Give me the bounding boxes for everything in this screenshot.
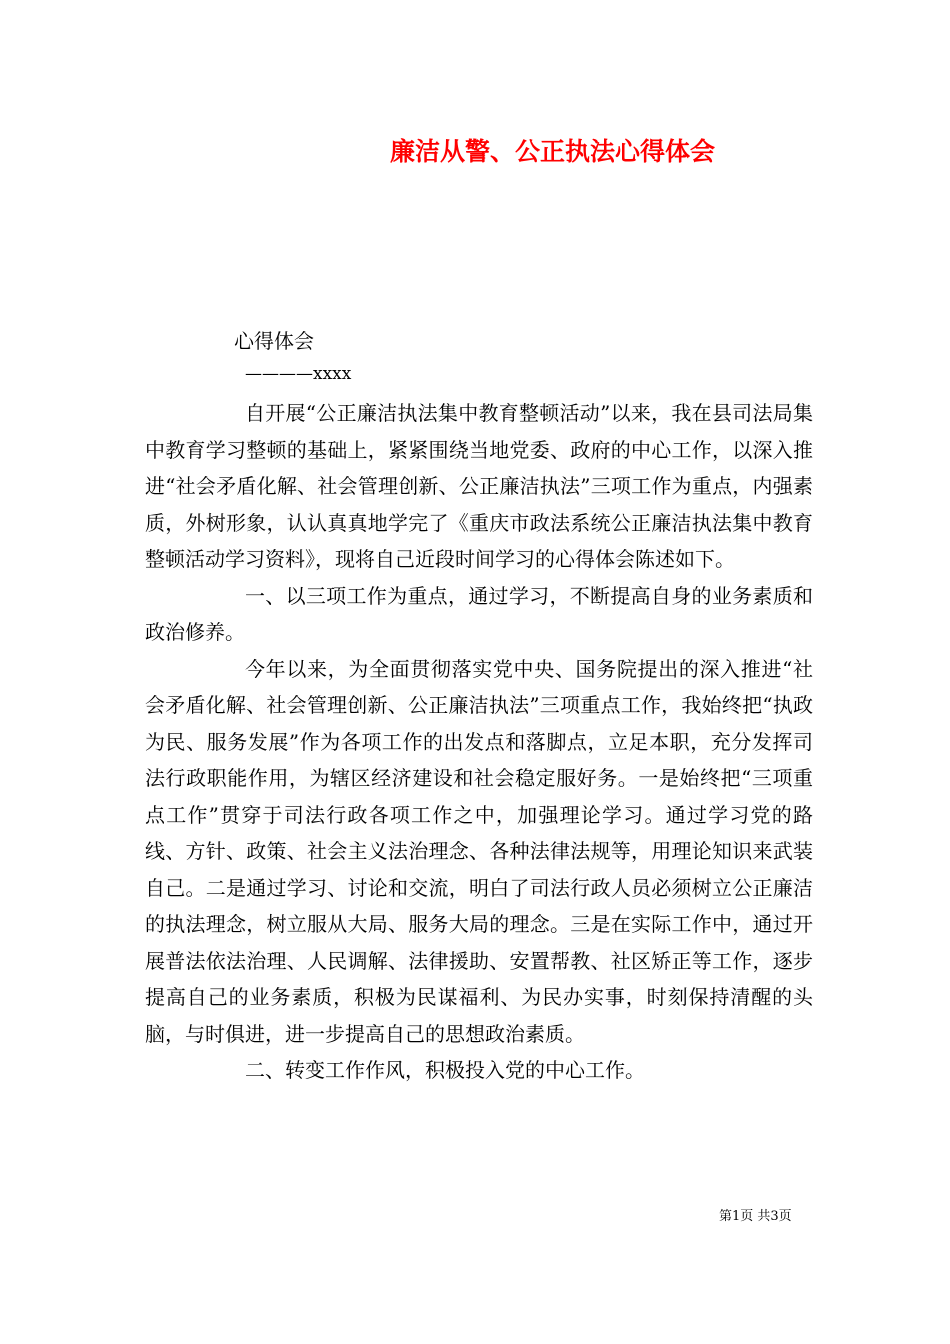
paragraph-section-one-heading: 一、以三项工作为重点，通过学习，不断提高自身的业务素质和政治修养。	[145, 583, 813, 644]
document-title: 廉洁从警、公正执法心得体会	[390, 137, 716, 166]
paragraph-section-two-heading: 二、转变工作作风，积极投入党的中心工作。	[245, 1058, 645, 1082]
body-text	[145, 395, 813, 1089]
section-heading: 心得体会	[234, 329, 314, 353]
page-footer: 第1页 共3页	[719, 1209, 792, 1224]
author-line: ————xxxx	[245, 364, 352, 384]
paragraph-section-one-body: 今年以来，为全面贯彻落实党中央、国务院提出的深入推进“社会矛盾化解、社会管理创新、公正廉洁执法”三项重点工作，我始终把“执政为民、服务发展”作为各项工作的出发点和落脚点，立足本职，充分发挥司法行政职能作用，为辖区经济建设和社会稳定服好务。一是始终把“三项重点工作”贯穿于司法行政各项工作之中，加强理论学习。通过学习党的路线、方针、政策、社会主义法治理念、各种法律法规等，用理论知识来武装自己。二是通过学习、讨论和交流，明白了司法行政人员必须树立公正廉洁的执法理念，树立服从大局、服务大局的理念。三是在实际工作中，通过开展普法依法治理、人民调解、法律援助、安置帮教、社区矫正等工作，逐步提高自己的业务素质，积极为民谋福利、为民办实事，时刻保持清醒的头脑，与时俱进，进一步提高自己的思想政治素质。	[145, 656, 813, 1046]
paragraph-intro: 自开展“公正廉洁执法集中教育整顿活动”以来，我在县司法局集中教育学习整顿的基础上，紧紧围绕当地党委、政府的中心工作，以深入推进“社会矛盾化解、社会管理创新、公正廉洁执法”三项工作为重点，内强素质，外树形象，认认真真地学完了《重庆市政法系统公正廉洁执法集中教育整顿活动学习资料》，现将自己近段时间学习的心得体会陈述如下。	[145, 401, 813, 571]
